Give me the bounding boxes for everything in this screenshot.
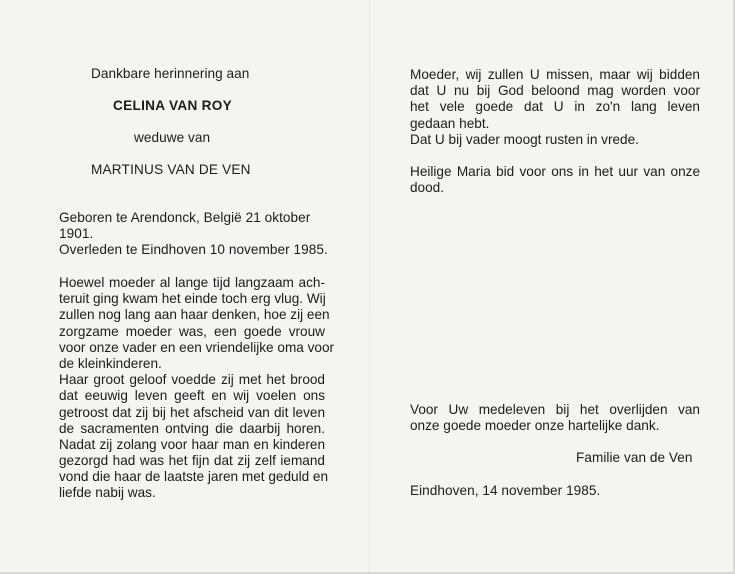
- biography-line: teruit ging kwam het einde toch erg vlug. Wij: [59, 291, 326, 307]
- biography-line: de kleinkinderen.: [59, 355, 162, 371]
- died-line: Overleden te Eindhoven 10 november 1985.: [59, 242, 328, 257]
- biography-line: liefde nabij was.: [59, 485, 156, 501]
- biography-line: zullen nog lang aan haar denken, hoe zij een: [59, 307, 330, 323]
- thanks-paragraph: [410, 402, 700, 434]
- deceased-name: CELINA VAN ROY: [113, 98, 232, 113]
- biography-line: Haar groot geloof voedde zij met het brood: [59, 372, 325, 388]
- place-date: Eindhoven, 14 november 1985.: [410, 483, 601, 498]
- thanks-line: onze goede moeder onze hartelijke dank.: [410, 418, 660, 434]
- prayer-line: dat U nu bij God beloond mag worden voor: [410, 83, 700, 99]
- biography-line: Hoewel moeder al lange tijd langzaam ach-: [59, 275, 325, 290]
- prayer-line: gedaan hebt.: [410, 115, 490, 131]
- maria-line: Heilige Maria bid voor ons in het uur van onze: [410, 164, 700, 179]
- prayer-line: Moeder, wij zullen U missen, maar wij bidden: [410, 67, 700, 82]
- thanks-line: Voor Uw medeleven bij het overlijden van: [410, 402, 700, 417]
- biography-line: zorgzame moeder was, een goede vrouw: [59, 323, 325, 339]
- biography-line: dat eeuwig leven geeft en wij voelen ons: [59, 388, 325, 404]
- born-line-1: Geboren te Arendonck, België 21 oktober: [59, 210, 311, 225]
- biography-paragraph: [59, 275, 335, 502]
- heading: Dankbare herinnering aan: [91, 66, 250, 81]
- biography-line: de sacramenten ontving die daarbij horen.: [59, 420, 325, 436]
- maria-paragraph: [410, 164, 700, 196]
- prayer-paragraph: [410, 67, 700, 148]
- born-line-2: 1901.: [59, 226, 94, 241]
- biography-line: vond die haar de laatste jaren met geduld en: [59, 469, 329, 485]
- biography-line: Nadat zij zolang voor haar man en kinderen: [59, 436, 325, 452]
- biography-line: gezorgd had was het fijn dat zij zelf iemand: [59, 453, 325, 469]
- right-page: [370, 0, 735, 574]
- biography-line: getroost dat zij bij het afscheid van dit leven: [59, 404, 325, 420]
- family-signature: Familie van de Ven: [576, 450, 693, 465]
- maria-line: dood.: [410, 180, 445, 196]
- prayer-line: het vele goede dat U in zo'n lang leven: [410, 99, 700, 115]
- widow-of-label: weduwe van: [134, 130, 211, 145]
- husband-name: MARTINUS VAN DE VEN: [91, 162, 251, 177]
- biography-line: voor onze vader en een vriendelijke oma voor: [59, 339, 335, 355]
- prayer-line: Dat U bij vader moogt rusten in vrede.: [410, 131, 639, 147]
